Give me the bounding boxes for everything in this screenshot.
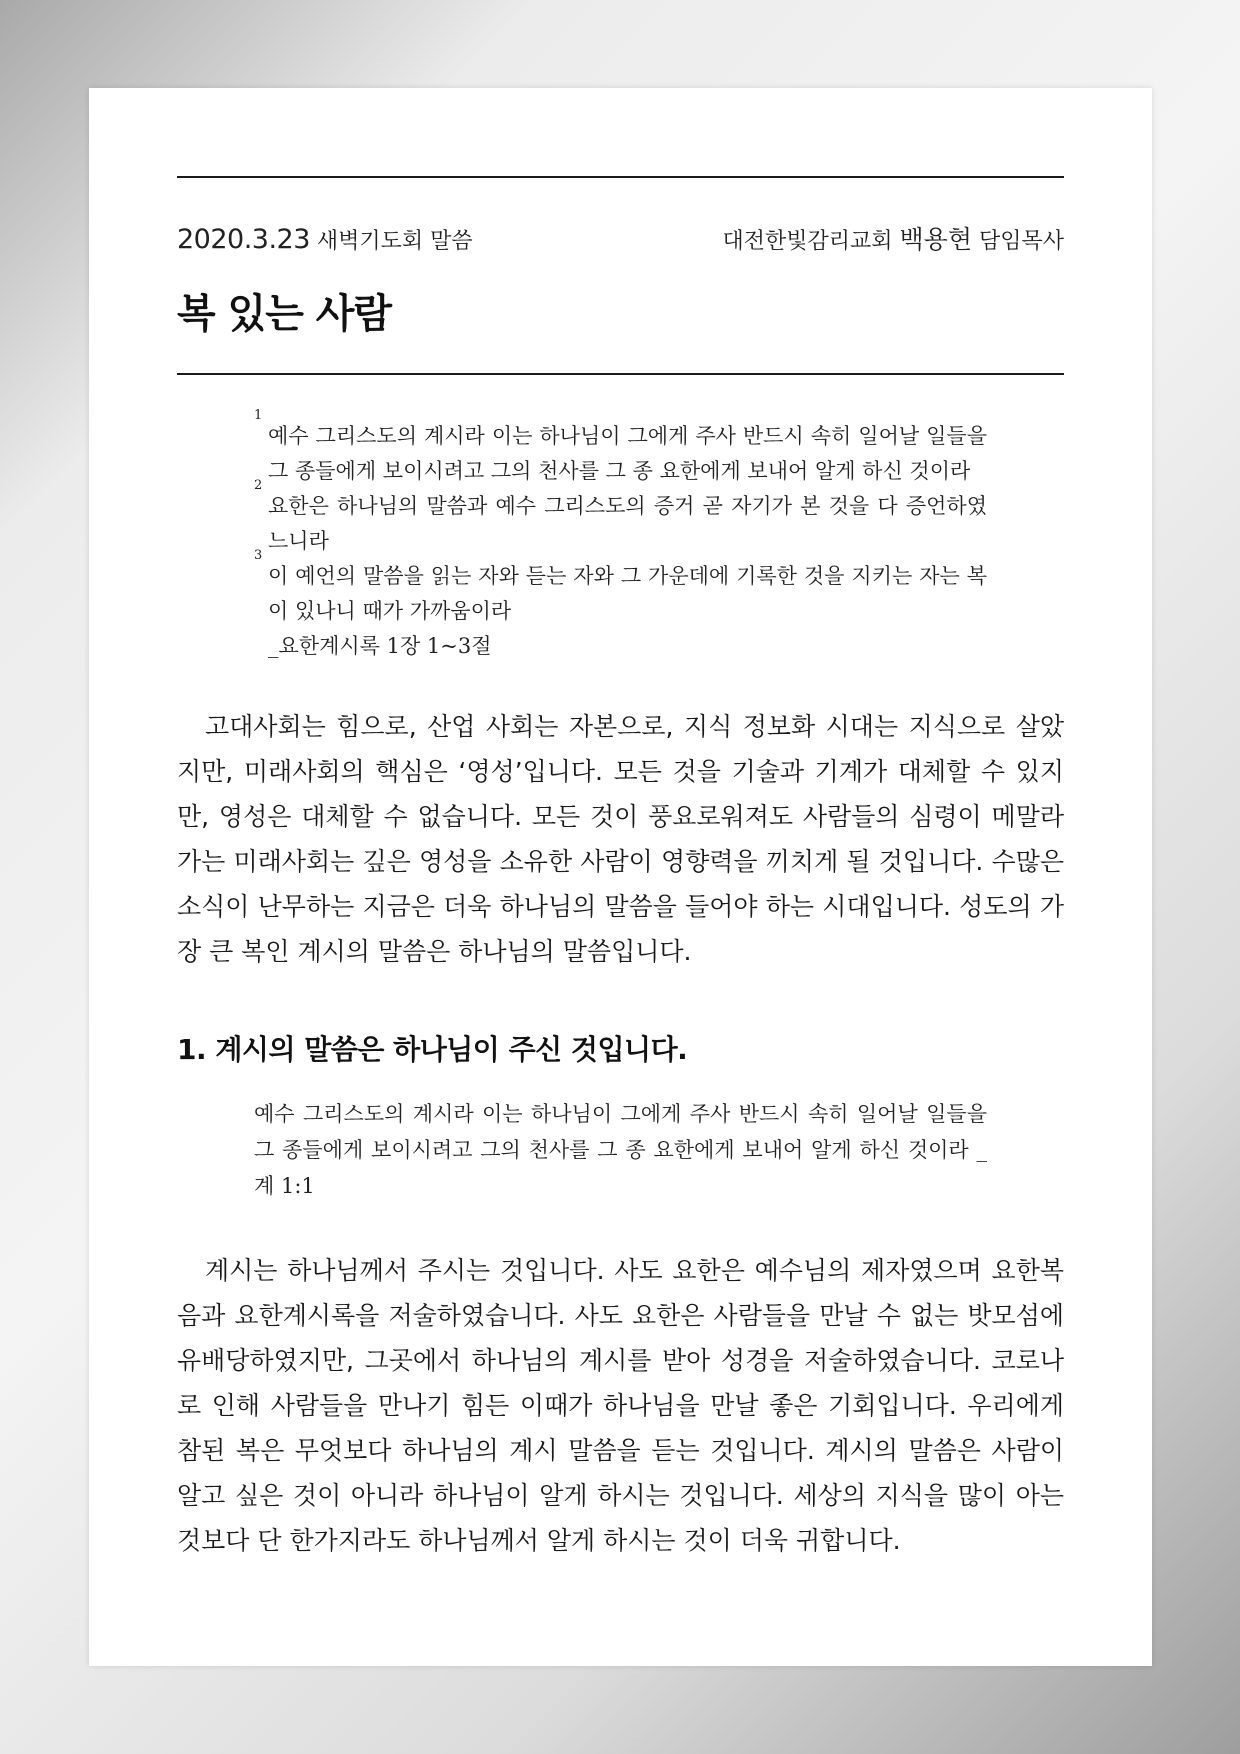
- verse-text: 이 예언의 말씀을 읽는 자와 듣는 자와 그 가운데에 기록한 것을 지키는 자는 복이 있나니 때가 가까움이라: [268, 564, 987, 623]
- section-quote: 예수 그리스도의 계시라 이는 하나님이 그에게 주사 반드시 속히 일어날 일들을 그 종들에게 보이시려고 그의 천사를 그 종 요한에게 보내어 알게 하신 것이라 _계 1:1: [254, 1102, 987, 1198]
- intro-paragraph: 고대사회는 힘으로, 산업 사회는 자본으로, 지식 정보화 시대는 지식으로 살았지만, 미래사회의 핵심은 ‘영성’입니다. 모든 것을 기술과 기계가 대체할 수 있지만, 영성은 대체할 수 없습니다. 모든 것이 풍요로워져도 사람들의 심령이 메말라 가는 미래사회는 깊은 영성을 소유한 사람이 영향력을 끼치게 될 것입니다. 수많은 소식이 난무하는 지금은 더욱 하나님의 말씀을 들어야 하는 시대입니다. 성도의 가장 큰 복인 계시의 말씀은 하나님의 말씀입니다.: [177, 712, 1064, 966]
- pastor-name: 백용현: [899, 225, 972, 254]
- verse-number: 1: [254, 408, 263, 423]
- top-rule: [177, 176, 1064, 178]
- service-info: [177, 224, 473, 255]
- scripture-passage: [254, 408, 987, 664]
- verse-number: 2: [254, 478, 263, 493]
- title-rule: [177, 373, 1064, 375]
- sermon-title: 복 있는 사람: [177, 291, 392, 337]
- author-info: [723, 220, 1065, 256]
- church-name: 대전한빛감리교회: [722, 229, 893, 254]
- sermon-date: 2020.3.23: [177, 224, 310, 255]
- section-heading: 1. 계시의 말씀은 하나님이 주신 것입니다.: [177, 1033, 688, 1066]
- document-page: [89, 88, 1152, 1666]
- scripture-citation: _요한계시록 1장 1~3절: [268, 634, 492, 658]
- pastor-title: 담임목사: [978, 229, 1064, 254]
- service-name: 새벽기도회 말씀: [316, 229, 473, 254]
- page-content: [177, 176, 1064, 1588]
- section-paragraph: 계시는 하나님께서 주시는 것입니다. 사도 요한은 예수님의 제자였으며 요한복음과 요한계시록을 저술하였습니다. 사도 요한은 사람들을 만날 수 없는 밧모섬에 유배당하였지만, 그곳에서 하나님의 계시를 받아 성경을 저술하였습니다. 코로나로 인해 사람들을 만나기 힘든 이때가 하나님을 만날 좋은 기회입니다. 우리에게 참된 복은 무엇보다 하나님의 계시 말씀을 듣는 것입니다. 계시의 말씀은 사람이 알고 싶은 것이 아니라 하나님이 알게 하시는 것입니다. 세상의 지식을 많이 아는 것보다 단 한가지라도 하나님께서 알게 하시는 것이 더욱 귀합니다.: [177, 1256, 1064, 1555]
- header-meta: [177, 220, 1064, 256]
- verse-number: 3: [254, 548, 263, 563]
- verse: [254, 408, 987, 489]
- verse-text: 예수 그리스도의 계시라 이는 하나님이 그에게 주사 반드시 속히 일어날 일들을 그 종들에게 보이시려고 그의 천사를 그 종 요한에게 보내어 알게 하신 것이라: [268, 424, 987, 483]
- verse: [254, 478, 987, 559]
- verse-text: 요한은 하나님의 말씀과 예수 그리스도의 증거 곧 자기가 본 것을 다 증언하였느니라: [268, 494, 987, 553]
- verse: [254, 548, 987, 629]
